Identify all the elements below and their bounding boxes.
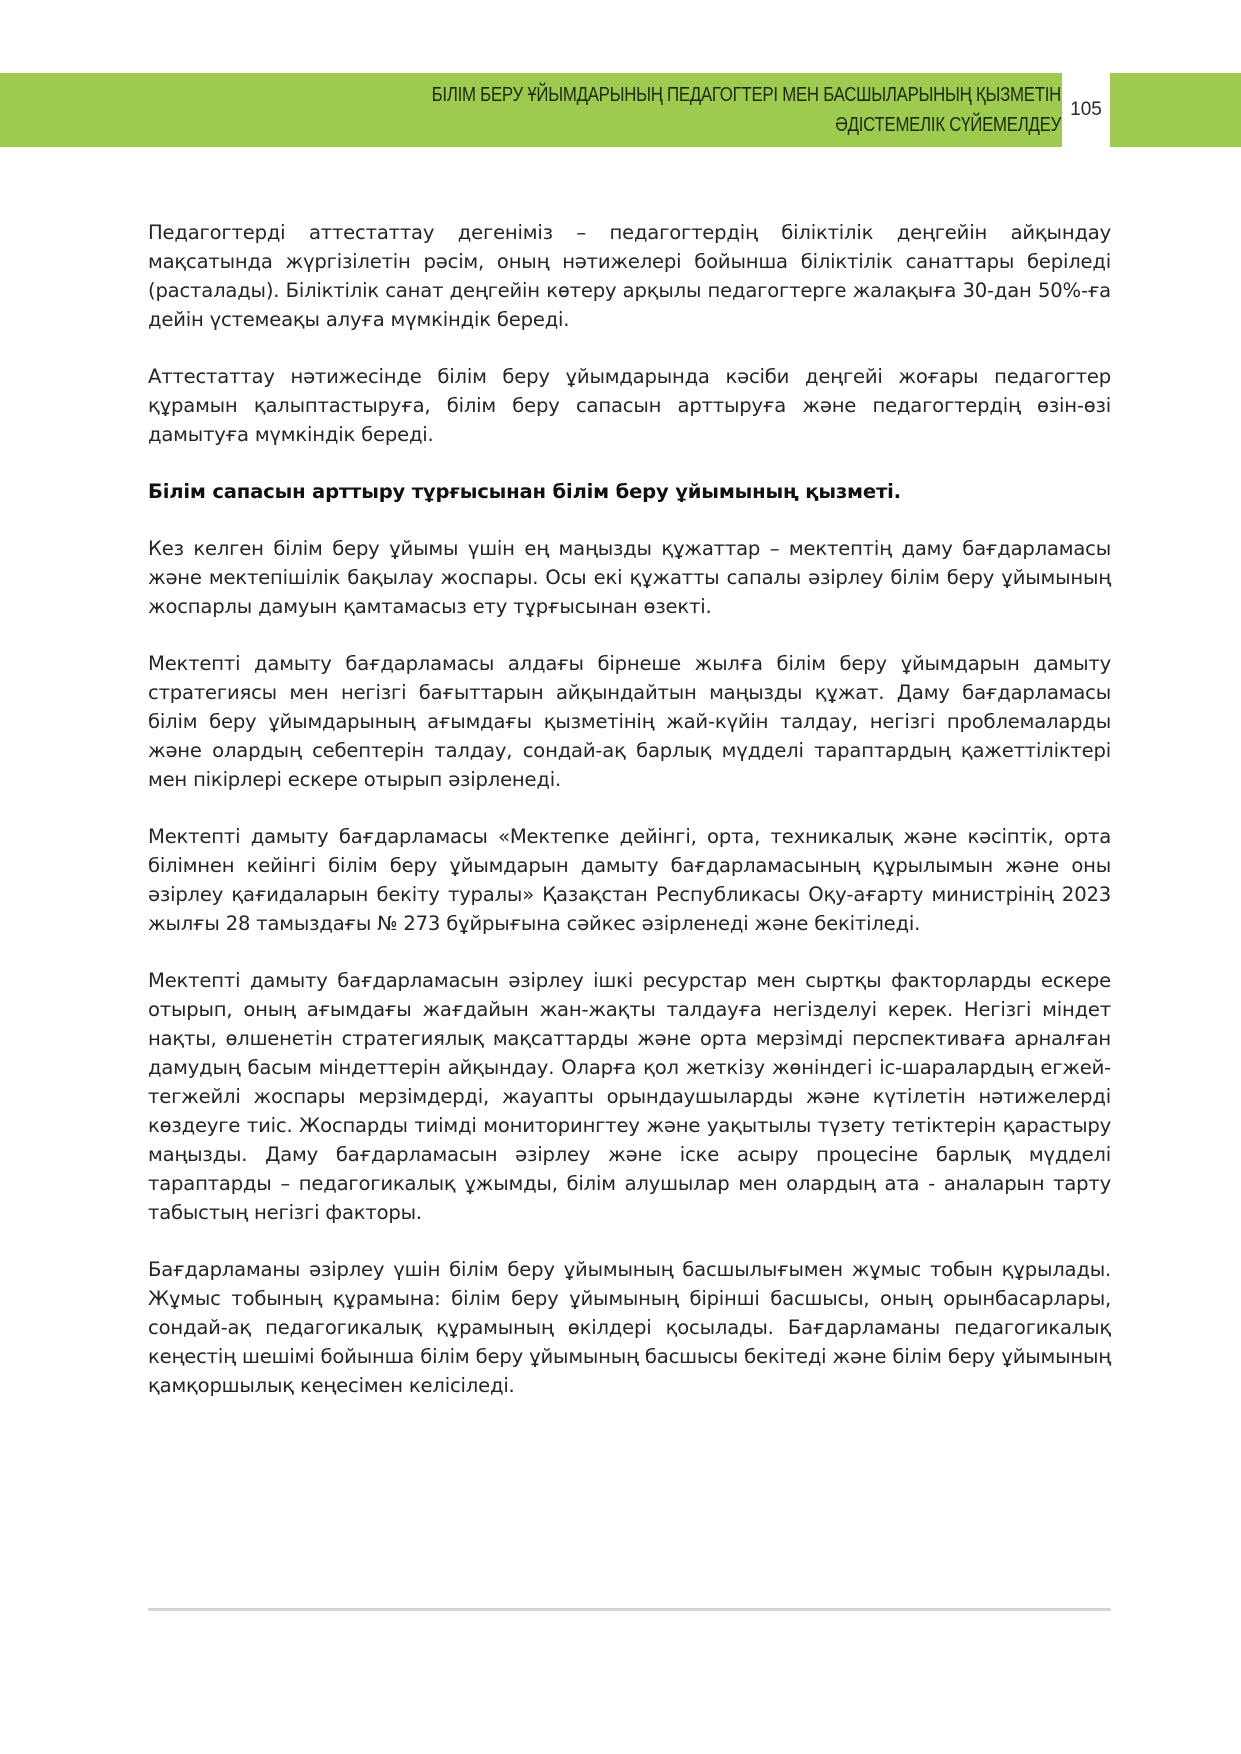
body-content xyxy=(148,218,1111,1428)
paragraph-key-documents: Кез келген білім беру ұйымы үшін ең маңызды құжаттар – мектептің даму бағдарламасы және мектепішілік бақылау жоспары. Осы екі құжатты сапалы әзірлеу білім беру ұйымының жоспарлы дамуын қамтамасыз ету тұрғысынан өзекті. xyxy=(148,537,1111,618)
paragraph-development-program: Мектепті дамыту бағдарламасы алдағы бірнеше жылға білім беру ұйымдарын дамыту стратегиясы мен негізгі бағыттарын айқындайтын маңызды құжат. Даму бағдарламасы білім беру ұйымдарының ағымдағы қызметінің жай-күйін талдау, негізгі проблемаларды және олардың себептерін талдау, сондай-ақ барлық мүдделі тараптардың қажеттіліктері мен пікірлері ескере отырып әзірленеді. xyxy=(148,652,1111,791)
paragraph-program-drafting: Мектепті дамыту бағдарламасын әзірлеу ішкі ресурстар мен сыртқы факторларды ескере отырып, оның ағымдағы жағдайын жан-жақты талдауға негізделуі керек. Негізгі міндет нақты, өлшенетін стратегиялық мақсаттарды және орта мерзімді перспективаға арналған дамудың басым міндеттерін айқындау. Оларға қол жеткізу жөніндегі іс-шаралардың егжей-тегжейлі жоспары мерзімдерді, жауапты орындаушыларды және күтілетін нәтижелерді көздеуге тиіс. Жоспарды тиімді мониторингтеу және уақытылы түзету тетіктерін қарастыру маңызды. Даму бағдарламасын әзірлеу және іске асыру процесіне барлық мүдделі тараптарды – педагогикалық ұжымды, білім алушылар мен олардың ата - аналарын тарту табыстың негізгі факторы. xyxy=(148,969,1111,1224)
paragraph-working-group: Бағдарламаны әзірлеу үшін білім беру ұйымының басшылығымен жұмыс тобын құрылады. Жұмыс тобының құрамына: білім беру ұйымының бірінші басшысы, оның орынбасарлары, сондай-ақ педагогикалық құрамының өкілдері қосылады. Бағдарламаны педагогикалық кеңестің шешімі бойынша білім беру ұйымының басшысы бекітеді және білім беру ұйымының қамқоршылық кеңесімен келісіледі. xyxy=(148,1258,1111,1397)
page-number: 105 xyxy=(1070,99,1102,120)
paragraph-attestation-results: Аттестаттау нәтижесінде білім беру ұйымдарында кәсіби деңгейі жоғары педагогтер құрамын қалыптастыруға, білім беру сапасын арттыруға және педагогтердің өзін-өзі дамытуға мүмкіндік береді. xyxy=(148,365,1111,446)
running-header xyxy=(423,80,1061,140)
running-header-line-1: БІЛІМ БЕРУ ҰЙЫМДАРЫНЫҢ ПЕДАГОГТЕРІ МЕН БАСШЫЛАРЫНЫҢ ҚЫЗМЕТІН xyxy=(431,84,1061,106)
footer-divider xyxy=(148,1608,1111,1611)
running-header-line-2: ӘДІСТЕМЕЛІК СҮЙЕМЕЛДЕУ xyxy=(835,114,1061,136)
page-number-box xyxy=(1062,73,1110,147)
paragraph-attestation-definition: Педагогтерді аттестаттау дегеніміз – педагогтердің біліктілік деңгейін айқындау мақсатында жүргізілетін рәсім, оның нәтижелері бойынша біліктілік санаттары беріледі (расталады). Біліктілік санат деңгейін көтеру арқылы педагогтерге жалақыға 30-дан 50%-ға дейін үстемеақы алуға мүмкіндік береді. xyxy=(148,221,1111,331)
section-heading: Білім сапасын арттыру тұрғысынан білім беру ұйымының қызметі. xyxy=(148,480,901,503)
paragraph-program-regulation: Мектепті дамыту бағдарламасы «Мектепке дейінгі, орта, техникалық және кәсіптік, орта білімнен кейінгі білім беру ұйымдарын дамыту бағдарламасының құрылымын және оны әзірлеу қағидаларын бекіту туралы» Қазақстан Республикасы Оқу-ағарту министрінің 2023 жылғы 28 тамыздағы № 273 бұйрығына сәйкес әзірленеді және бекітіледі. xyxy=(148,825,1111,935)
